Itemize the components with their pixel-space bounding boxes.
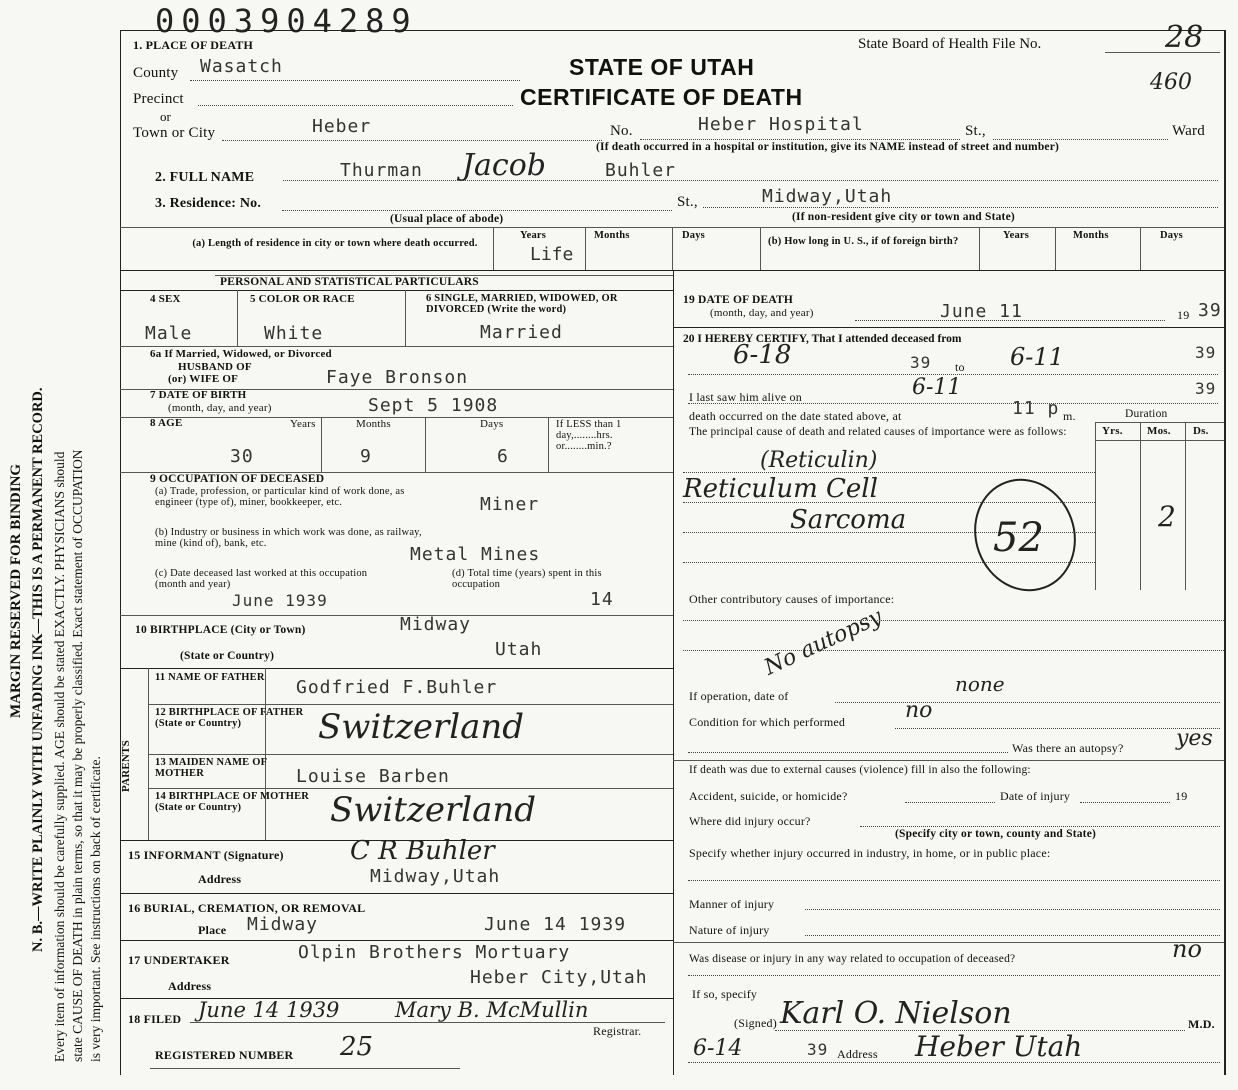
autopsy-label: Was there an autopsy? (1012, 741, 1124, 755)
physician-address-label: Address (837, 1047, 878, 1061)
physician-sign-date: 6-14 (693, 1036, 743, 1061)
condition-value: no (905, 698, 933, 723)
occupation-d-label: (d) Total time (years) spent in this occupation (452, 568, 602, 590)
cause-line-3: Sarcoma (790, 505, 907, 535)
spouse-label-3: (or) WIFE OF (168, 373, 239, 385)
us-months-header: Months (1073, 230, 1109, 241)
last-name-value: Buhler (605, 160, 677, 181)
informant-address-label: Address (198, 872, 242, 886)
occupation-label: 9 OCCUPATION OF DECEASED (150, 473, 325, 485)
length-residence-label: (a) Length of residence in city or town where death occurred. (192, 238, 478, 249)
date-of-death-value: June 11 (940, 301, 1023, 322)
birthplace-city-value: Midway (400, 614, 472, 635)
hospital-no-label: No. (610, 123, 633, 139)
file-number-value: 28 (1165, 20, 1204, 55)
file-number-label: State Board of Health File No. (858, 36, 1042, 52)
marital-value: Married (480, 322, 563, 343)
center-divider (673, 270, 674, 1075)
burial-place-value: Midway (247, 914, 319, 935)
middle-name-value: Jacob (462, 148, 546, 183)
age-months-header: Months (356, 418, 391, 430)
occupation-a-label: (a) Trade, profession, or particular kind of work done, as engineer (type of), miner, bookkeeper, etc. (155, 486, 405, 508)
race-value: White (264, 323, 324, 344)
operation-value: none (955, 672, 1005, 696)
length-months-header: Months (594, 230, 630, 241)
circled-code-value: 52 (993, 515, 1044, 561)
physician-sign-year: 39 (807, 1040, 829, 1059)
race-label: 5 COLOR OR RACE (250, 293, 355, 305)
mother-birthplace-label: 14 BIRTHPLACE OF MOTHER (State or Country) (155, 791, 310, 813)
cause-line-1: (Reticulin) (760, 448, 878, 473)
father-label: 11 NAME OF FATHER (155, 672, 265, 683)
signed-label: (Signed) (734, 1016, 777, 1030)
spouse-label-1: 6a If Married, Widowed, or Divorced (150, 348, 332, 360)
md-label: M.D. (1188, 1017, 1215, 1031)
death-occurred-label: death occurred on the date stated above, at (689, 409, 902, 423)
undertaker-value: Olpin Brothers Mortuary (298, 942, 571, 963)
us-years-header: Years (1003, 230, 1030, 241)
usual-abode-note: (Usual place of abode) (390, 213, 504, 225)
informant-signature: C R Buhler (350, 836, 495, 866)
town-value: Heber (312, 116, 372, 137)
undertaker-address-label: Address (168, 979, 212, 993)
where-injury-label: Where did injury occur? (689, 814, 811, 828)
less-than-day-label: If LESS than 1 day,........hrs. or........min.? (556, 419, 622, 452)
duration-mos-value: 2 (1158, 500, 1176, 533)
burial-date-value: June 14 1939 (484, 914, 627, 935)
county-label: County (133, 65, 179, 81)
occupation-c-value: June 1939 (232, 591, 328, 610)
physician-address-value: Heber Utah (915, 1030, 1083, 1063)
place-of-death-label: 1. PLACE OF DEATH (133, 38, 254, 52)
or-label: or (160, 109, 171, 124)
attended-to-year: 39 (1195, 343, 1217, 362)
registered-number-value: 25 (340, 1032, 374, 1062)
birthplace-state-value: Utah (495, 639, 543, 660)
hospital-note: (If death occurred in a hospital or institution, give its NAME instead of street and number) (596, 141, 1060, 153)
last-saw-year: 39 (1195, 379, 1217, 398)
margin-instructions-3: is very important. See instructions on back of certificate. (88, 756, 103, 1062)
nature-injury-label: Nature of injury (689, 923, 770, 937)
injury-date-label: Date of injury (1000, 789, 1071, 803)
county-value: Wasatch (200, 56, 283, 77)
ward-label: Ward (1172, 123, 1205, 139)
certificate-title: CERTIFICATE OF DEATH (520, 84, 803, 110)
dob-value: Sept 5 1908 (368, 395, 499, 416)
father-value: Godfried F.Buhler (296, 677, 498, 698)
duration-mos-header: Mos. (1147, 425, 1171, 437)
precinct-label: Precinct (133, 91, 184, 107)
age-label: 8 AGE (150, 417, 183, 429)
mother-value: Louise Barben (296, 766, 450, 787)
age-months-value: 9 (360, 446, 372, 467)
birthplace-state-label: (State or Country) (180, 650, 275, 662)
attended-from-year: 39 (910, 353, 932, 372)
undertaker-address-value: Heber City,Utah (470, 967, 648, 988)
margin-instructions-1: Every item of information should be carefully supplied. AGE should be stated EXACTLY. PHYSICIANS should (52, 451, 67, 1062)
manner-injury-label: Manner of injury (689, 897, 775, 911)
cause-line-2: Reticulum Cell (683, 474, 878, 504)
death-time-suffix: m. (1063, 409, 1076, 423)
death-time-value: 11 p (1012, 398, 1060, 419)
length-years-header: Years (520, 230, 547, 241)
dob-sub-label: (month, day, and year) (168, 402, 272, 414)
last-saw-label: I last saw him alive on (689, 390, 802, 404)
father-birthplace-value: Switzerland (318, 707, 525, 747)
disease-related-value: no (1172, 935, 1202, 963)
external-causes-label: If death was due to external causes (violence) fill in also the following: (689, 764, 1031, 776)
informant-label: 15 INFORMANT (Signature) (128, 848, 284, 862)
dob-label: 7 DATE OF BIRTH (150, 389, 247, 401)
operation-label: If operation, date of (689, 689, 789, 703)
residence-value: Midway,Utah (762, 186, 893, 207)
registrar-label: Registrar. (593, 1024, 642, 1038)
form-right-border (1224, 30, 1226, 1075)
specify-injury-label: Specify whether injury occurred in industry, in home, or in public place: (689, 846, 1051, 860)
certify-label: 20 I HEREBY CERTIFY, That I attended deceased from (683, 333, 962, 345)
date-of-death-sub-label: (month, day, and year) (710, 307, 814, 319)
registered-number-label: REGISTERED NUMBER (155, 1048, 294, 1062)
parents-side-label: PARENTS (120, 740, 132, 792)
nonresident-note: (If non-resident give city or town and State) (792, 211, 1015, 223)
informant-address-value: Midway,Utah (370, 866, 501, 887)
registrar-signature: Mary B. McMullin (395, 998, 589, 1022)
birthplace-label: 10 BIRTHPLACE (City or Town) (135, 624, 306, 636)
us-length-label: (b) How long in U. S., if of foreign birth? (768, 236, 959, 247)
burial-label: 16 BURIAL, CREMATION, OR REMOVAL (128, 901, 366, 915)
spouse-label-2: HUSBAND OF (178, 361, 252, 373)
town-label: Town or City (133, 125, 216, 141)
condition-label: Condition for which performed (689, 715, 846, 729)
specify-location-note: (Specify city or town, county and State) (895, 828, 1097, 840)
age-years-header: Years (290, 418, 316, 430)
spouse-value: Faye Bronson (326, 367, 469, 388)
disease-related-label: Was disease or injury in any way related to occupation of deceased? (689, 953, 1016, 965)
occupation-a-value: Miner (480, 494, 540, 515)
length-days-header: Days (682, 230, 705, 241)
first-name-value: Thurman (340, 160, 423, 181)
date-of-death-label: 19 DATE OF DEATH (683, 294, 794, 306)
age-days-header: Days (480, 418, 504, 430)
attended-from-value: 6-18 (733, 340, 792, 370)
sex-label: 4 SEX (150, 293, 181, 305)
filed-date-value: June 14 1939 (198, 998, 340, 1022)
us-days-header: Days (1160, 230, 1183, 241)
duration-label: Duration (1125, 408, 1168, 420)
last-saw-value: 6-11 (912, 375, 962, 400)
marital-label: 6 SINGLE, MARRIED, WIDOWED, OR DIVORCED (Write the word) (426, 293, 618, 315)
mother-birthplace-value: Switzerland (330, 790, 537, 830)
principal-cause-label: The principal cause of death and related causes of importance were as follows: (689, 426, 1067, 438)
residence-st-label: St., (677, 194, 698, 210)
date-of-death-year-prefix: 19 (1177, 308, 1190, 322)
burial-place-label: Place (198, 923, 227, 937)
mother-label: 13 MAIDEN NAME OF MOTHER (155, 757, 267, 779)
other-causes-note: No autopsy (760, 604, 887, 681)
form-left-border (120, 30, 121, 1075)
residence-label: 3. Residence: No. (155, 196, 262, 211)
date-of-death-year: 39 (1198, 300, 1222, 321)
undertaker-label: 17 UNDERTAKER (128, 953, 230, 967)
if-so-label: If so, specify (692, 987, 758, 1001)
file-number-extra: 460 (1150, 70, 1192, 95)
attended-to-label: to (955, 360, 965, 374)
injury-year-label: 19 (1175, 789, 1188, 803)
personal-heading: PERSONAL AND STATISTICAL PARTICULARS (220, 276, 479, 288)
duration-ds-header: Ds. (1193, 425, 1209, 437)
street-label: St., (965, 123, 986, 139)
form-top-border (120, 30, 1225, 31)
state-title: STATE OF UTAH (569, 54, 755, 80)
age-years-value: 30 (230, 446, 254, 467)
occupation-c-label: (c) Date deceased last worked at this occupation (month and year) (155, 568, 368, 590)
margin-binding-note: MARGIN RESERVED FOR BINDING (8, 463, 24, 718)
accident-label: Accident, suicide, or homicide? (689, 789, 848, 803)
occupation-b-label: (b) Industry or business in which work was done, as railway, mine (kind of), bank, etc. (155, 527, 422, 549)
duration-yrs-header: Yrs. (1102, 425, 1123, 437)
occupation-b-value: Metal Mines (410, 544, 541, 565)
father-birthplace-label: 12 BIRTHPLACE OF FATHER (State or Country) (155, 707, 304, 729)
occupation-d-value: 14 (590, 589, 614, 610)
sex-value: Male (145, 323, 193, 344)
attended-to-value: 6-11 (1010, 343, 1064, 371)
physician-signature: Karl O. Nielson (780, 996, 1012, 1031)
autopsy-value: yes (1176, 726, 1213, 751)
filed-label: 18 FILED (128, 1012, 182, 1026)
full-name-label: 2. FULL NAME (155, 170, 255, 185)
hospital-name: Heber Hospital (698, 114, 864, 135)
margin-ink-note: N. B.—WRITE PLAINLY WITH UNFADING INK—THIS IS A PERMANENT RECORD. (30, 387, 46, 952)
other-causes-label: Other contributory causes of importance: (689, 592, 895, 606)
margin-instructions-2: state CAUSE OF DEATH in plain terms, so that it may be properly classified. Exact statement of OCCUPATION (70, 449, 85, 1062)
length-value: Life (530, 244, 574, 265)
certificate-number: 0003904289 (155, 2, 418, 40)
age-days-value: 6 (497, 446, 509, 467)
